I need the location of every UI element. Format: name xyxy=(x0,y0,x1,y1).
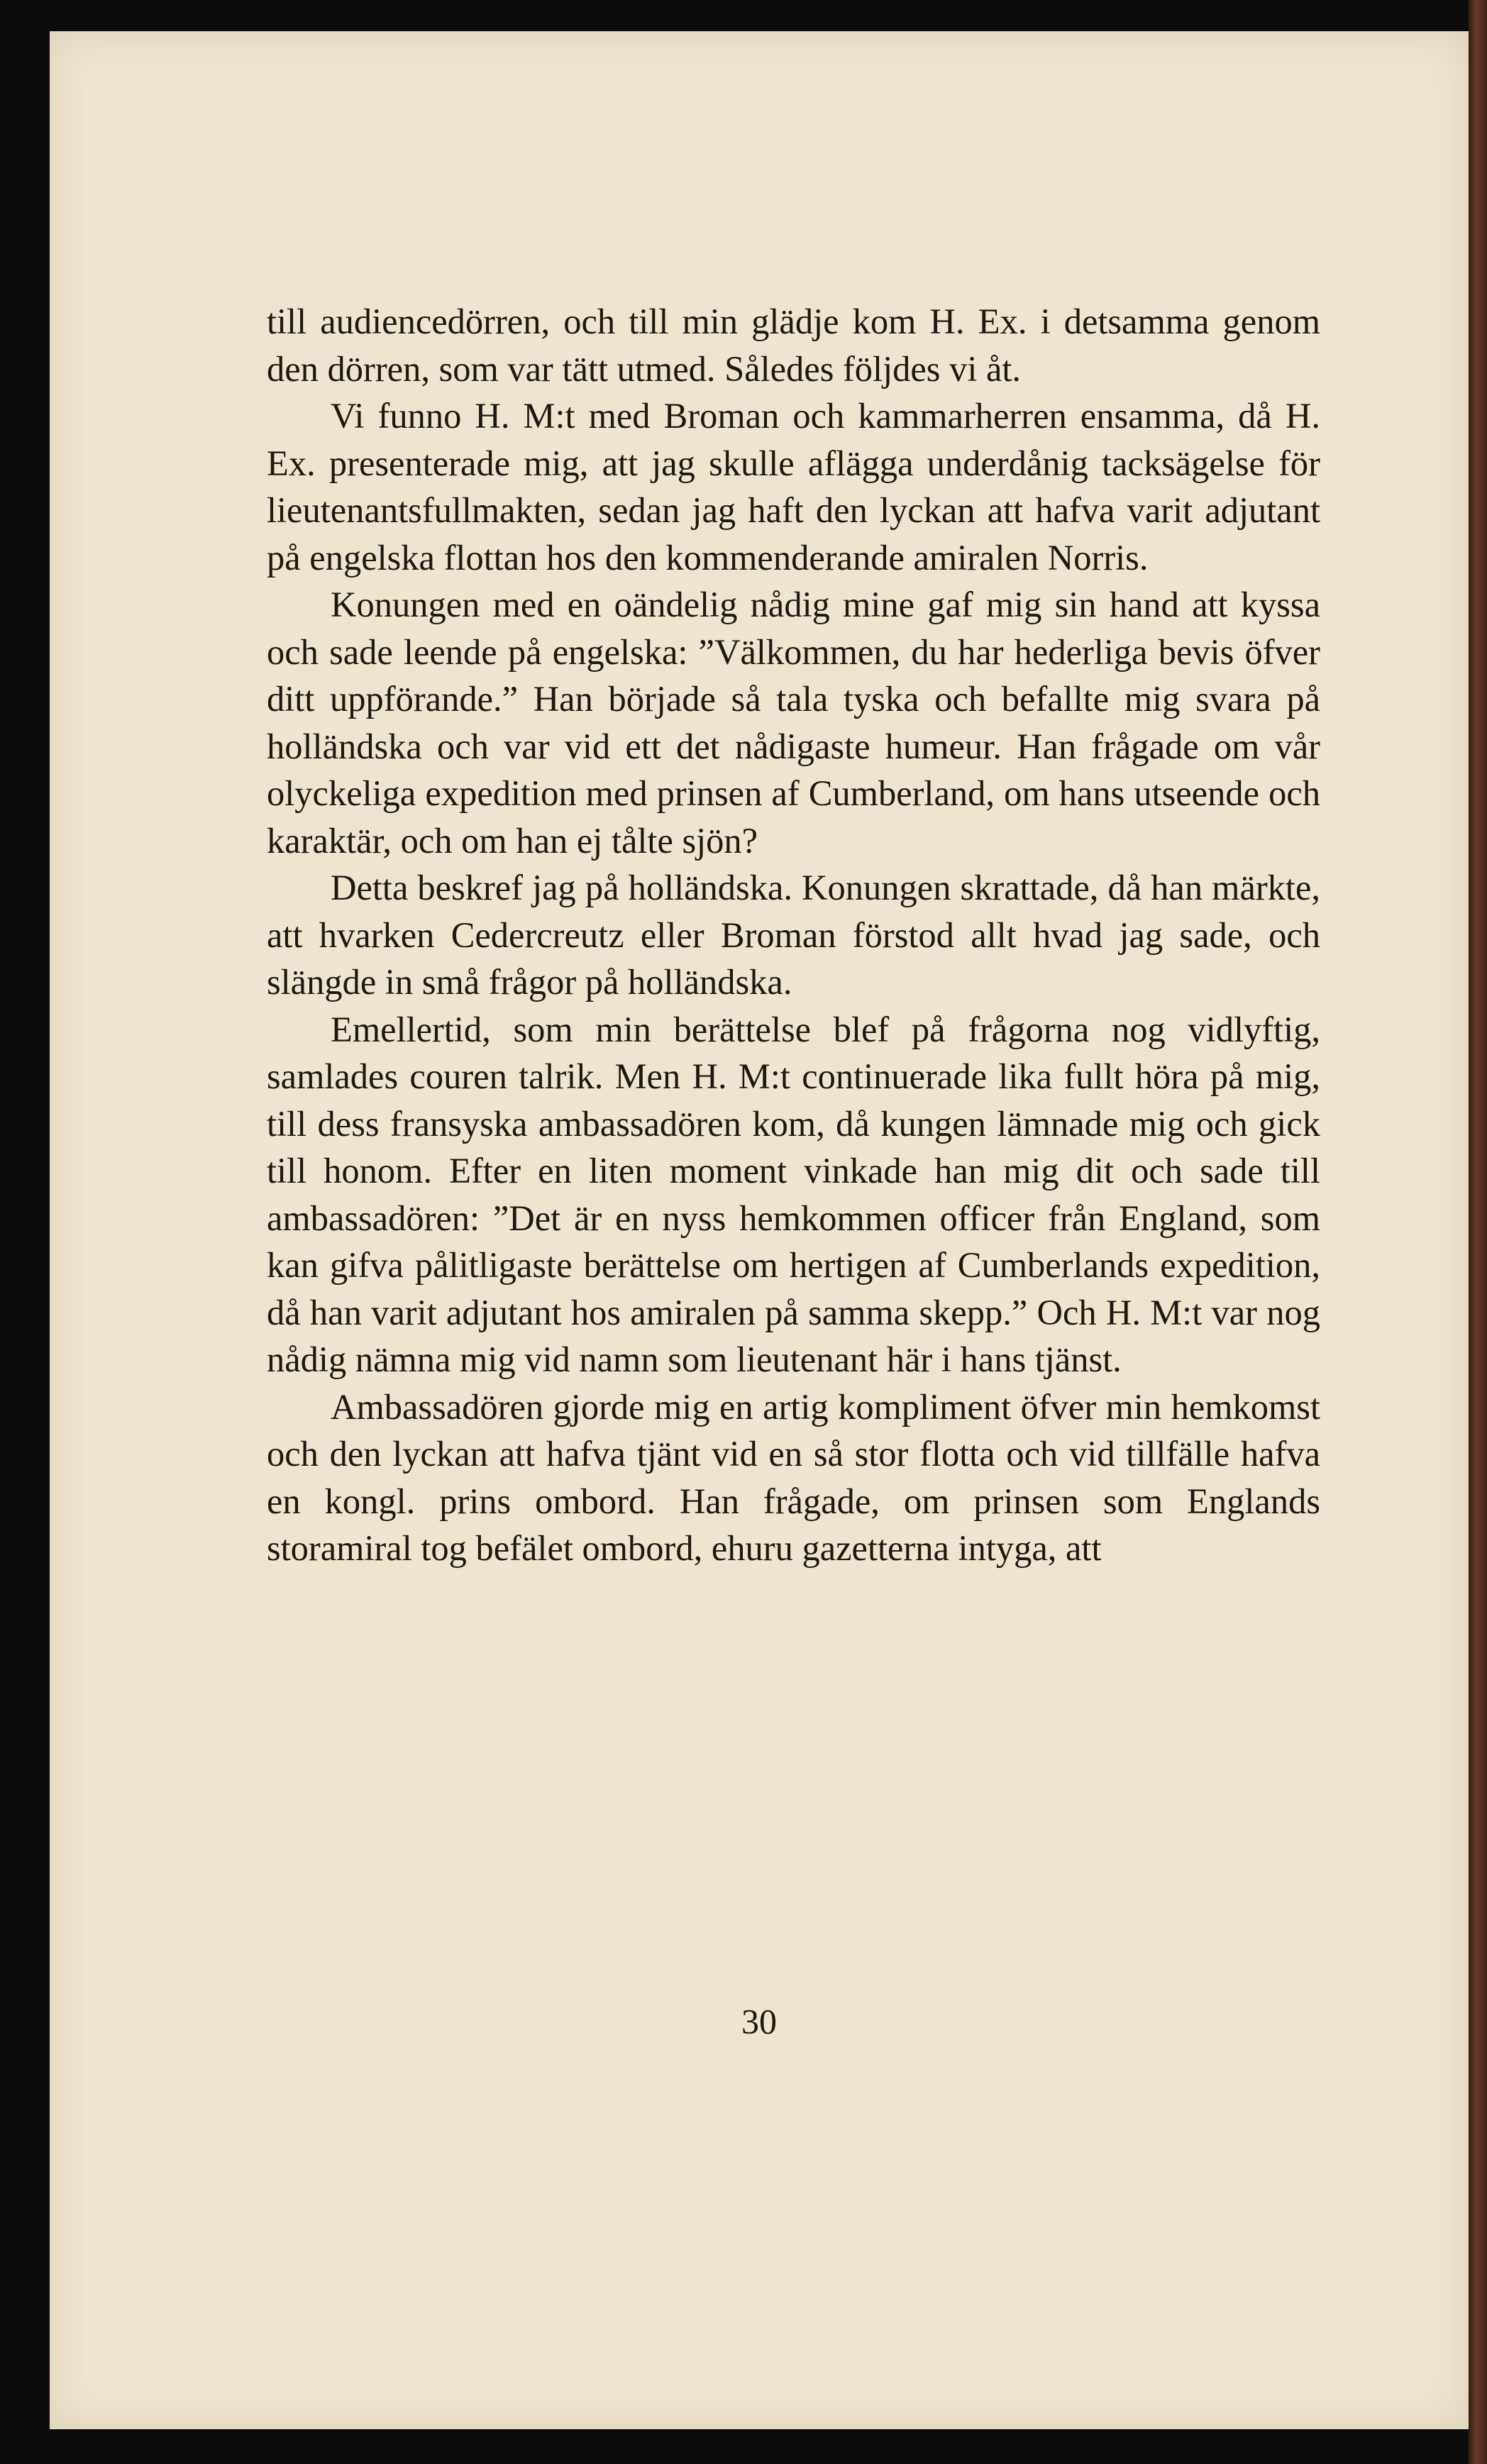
paragraph-6: Ambassadören gjorde mig en artig kompliment öfver min hemkomst och den lyckan att hafva tjänt vid en så stor flotta och vid tillfälle hafva en kongl. prins ombord. Han frågade, om prinsen som Englands storamiral tog befälet ombord, ehuru gazetterna intyga, att xyxy=(267,1386,1320,1568)
page-number: 30 xyxy=(741,2001,777,2041)
body-text xyxy=(267,298,1320,1572)
paragraph-2: Vi funno H. M:t med Broman och kammarherren ensamma, då H. Ex. presenterade mig, att jag skulle aflägga underdånig tacksägelse för lieutenantsfullmakten, sedan jag haft den lyckan att hafva varit adjutant på engelska flottan hos den kommenderande amiralen Norris. xyxy=(267,396,1320,578)
paragraph-4: Detta beskref jag på holländska. Konungen skrattade, då han märkte, att hvarken Cedercreutz eller Broman förstod allt hvad jag sade, och slängde in små frågor på holländska. xyxy=(267,868,1320,1002)
paragraph-1: till audiencedörren, och till min glädje kom H. Ex. i detsamma genom den dörren, som var tätt utmed. Således följdes vi åt. xyxy=(267,302,1320,389)
book-edge xyxy=(1469,0,1487,2464)
paragraph-5: Emellertid, som min berättelse blef på frågorna nog vidlyftig, samlades couren talrik. Men H. M:t continuerade lika fullt höra på mig, till dess fransyska ambassadören kom, då kungen lämnade mig och gick till honom. Efter en liten moment vinkade han mig dit och sade till ambassadören: ”Det är en nyss hemkommen officer från England, som kan gifva pålitligaste berättelse om hertigen af Cumberlands expedition, då han varit adjutant hos amiralen på samma skepp.” Och H. M:t var nog nådig nämna mig vid namn som lieutenant här i hans tjänst. xyxy=(267,1009,1320,1379)
paragraph-3: Konungen med en oändelig nådig mine gaf mig sin hand att kyssa och sade leende på engelska: ”Välkommen, du har hederliga bevis öfver ditt uppförande.” Han började så tala tyska och befallte mig svara på holländska och var vid ett det nådigaste humeur. Han frågade om vår olyckeliga expedition med prinsen af Cumberland, om hans utseende och karaktär, och om han ej tålte sjön? xyxy=(267,585,1320,861)
